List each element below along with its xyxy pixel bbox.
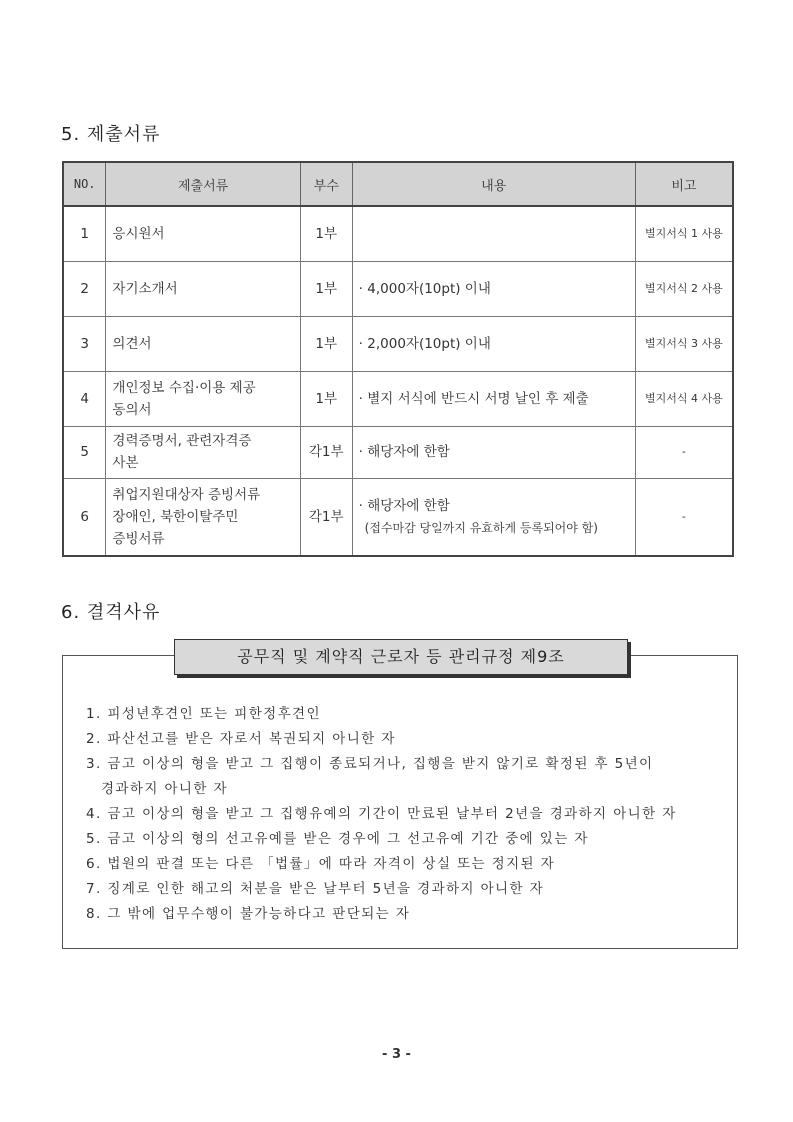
list-item-text: 8. 그 밖에 업무수행이 불가능하다고 판단되는 자: [86, 906, 411, 922]
table-row: [63, 316, 733, 371]
row-no: 3: [63, 316, 106, 371]
header-note: 비고: [635, 162, 733, 206]
list-item-text: 2. 파산선고를 받은 자로서 복권되지 아니한 자: [86, 731, 396, 747]
row-document: 의견서: [106, 316, 300, 371]
list-item-text: 4. 금고 이상의 형을 받고 그 집행유예의 기간이 만료된 날부터 2년을 경과하지 아니한 자: [86, 806, 677, 822]
row-copies: 각1부: [300, 426, 352, 478]
row-document: [106, 426, 300, 478]
header-document: 제출서류: [106, 162, 300, 206]
table-row: [63, 261, 733, 316]
regulation-title: 공무직 및 계약직 근로자 등 관리규정 제9조: [174, 639, 628, 675]
row-document-line: 경력증명서, 관련자격증: [112, 433, 252, 449]
list-item-text: 3. 금고 이상의 형을 받고 그 집행이 종료되거나, 집행을 받지 않기로 확정된 후 5년이: [86, 756, 654, 772]
row-document: [106, 478, 300, 556]
row-content: · 2,000자(10pt) 이내: [352, 316, 635, 371]
row-document-line: 증빙서류: [112, 530, 165, 547]
list-item-text: 6. 법원의 판결 또는 다른 「법률」에 따라 자격이 상실 또는 정지된 자: [86, 856, 556, 872]
row-copies: 1부: [300, 206, 352, 261]
table-row: [63, 371, 733, 426]
table-header-row: [63, 162, 733, 206]
row-no: 6: [63, 478, 106, 556]
row-no: 1: [63, 206, 106, 261]
row-document-line: 개인정보 수집·이용 제공: [112, 379, 256, 396]
row-content: · 해당자에 한함: [352, 426, 635, 478]
row-note: 별지서식 2 사용: [635, 261, 733, 316]
row-note: 별지서식 1 사용: [635, 206, 733, 261]
list-item-continuation: 경과하지 아니한 자: [101, 781, 228, 797]
list-item-text: 5. 금고 이상의 형의 선고유예를 받은 경우에 그 선고유예 기간 중에 있는 자: [86, 831, 589, 847]
row-copies: 1부: [300, 371, 352, 426]
row-document: 자기소개서: [106, 261, 300, 316]
row-note: 별지서식 3 사용: [635, 316, 733, 371]
row-content: · 별지 서식에 반드시 서명 날인 후 제출: [352, 371, 635, 426]
section-title-disqualifications: 6. 결격사유: [61, 602, 161, 623]
header-copies: 부수: [300, 162, 352, 206]
row-document-line: 동의서: [112, 401, 152, 418]
header-no: NO.: [63, 162, 106, 206]
page-number: - 3 -: [382, 1047, 411, 1062]
row-document-line: 취업지원대상자 증빙서류: [112, 486, 261, 503]
row-copies: 1부: [300, 316, 352, 371]
row-no: 4: [63, 371, 106, 426]
row-note: 별지서식 4 사용: [635, 371, 733, 426]
list-item: [86, 877, 736, 902]
list-item: [86, 702, 736, 727]
list-item-text: 7. 징계로 인한 해고의 처분을 받은 날부터 5년을 경과하지 아니한 자: [86, 881, 545, 897]
row-content: [352, 206, 635, 261]
list-item: [86, 802, 736, 827]
row-document: [106, 371, 300, 426]
row-content: [352, 478, 635, 556]
disqualification-list: [86, 702, 736, 927]
row-copies: 1부: [300, 261, 352, 316]
list-item: [86, 852, 736, 877]
row-no: 5: [63, 426, 106, 478]
list-item-text: 1. 피성년후견인 또는 피한정후견인: [86, 706, 321, 722]
row-document-line: 사본: [112, 455, 139, 471]
row-document-line: 장애인, 북한이탈주민: [112, 508, 239, 525]
list-item: [86, 827, 736, 852]
row-note: -: [635, 478, 733, 556]
section-title-documents: 5. 제출서류: [61, 124, 161, 145]
table-row: [63, 478, 733, 556]
row-content: · 4,000자(10pt) 이내: [352, 261, 635, 316]
row-no: 2: [63, 261, 106, 316]
row-document: 응시원서: [106, 206, 300, 261]
list-item: [86, 902, 736, 927]
table-row: [63, 206, 733, 261]
table-row: [63, 426, 733, 478]
row-content-sub: (접수마감 당일까지 유효하게 등록되어야 함): [364, 520, 598, 535]
row-note: -: [635, 426, 733, 478]
row-copies: 각1부: [300, 478, 352, 556]
documents-table: [62, 161, 734, 557]
header-content: 내용: [352, 162, 635, 206]
list-item: [86, 752, 736, 802]
list-item: [86, 727, 736, 752]
row-content-main: · 해당자에 한함: [358, 497, 450, 514]
